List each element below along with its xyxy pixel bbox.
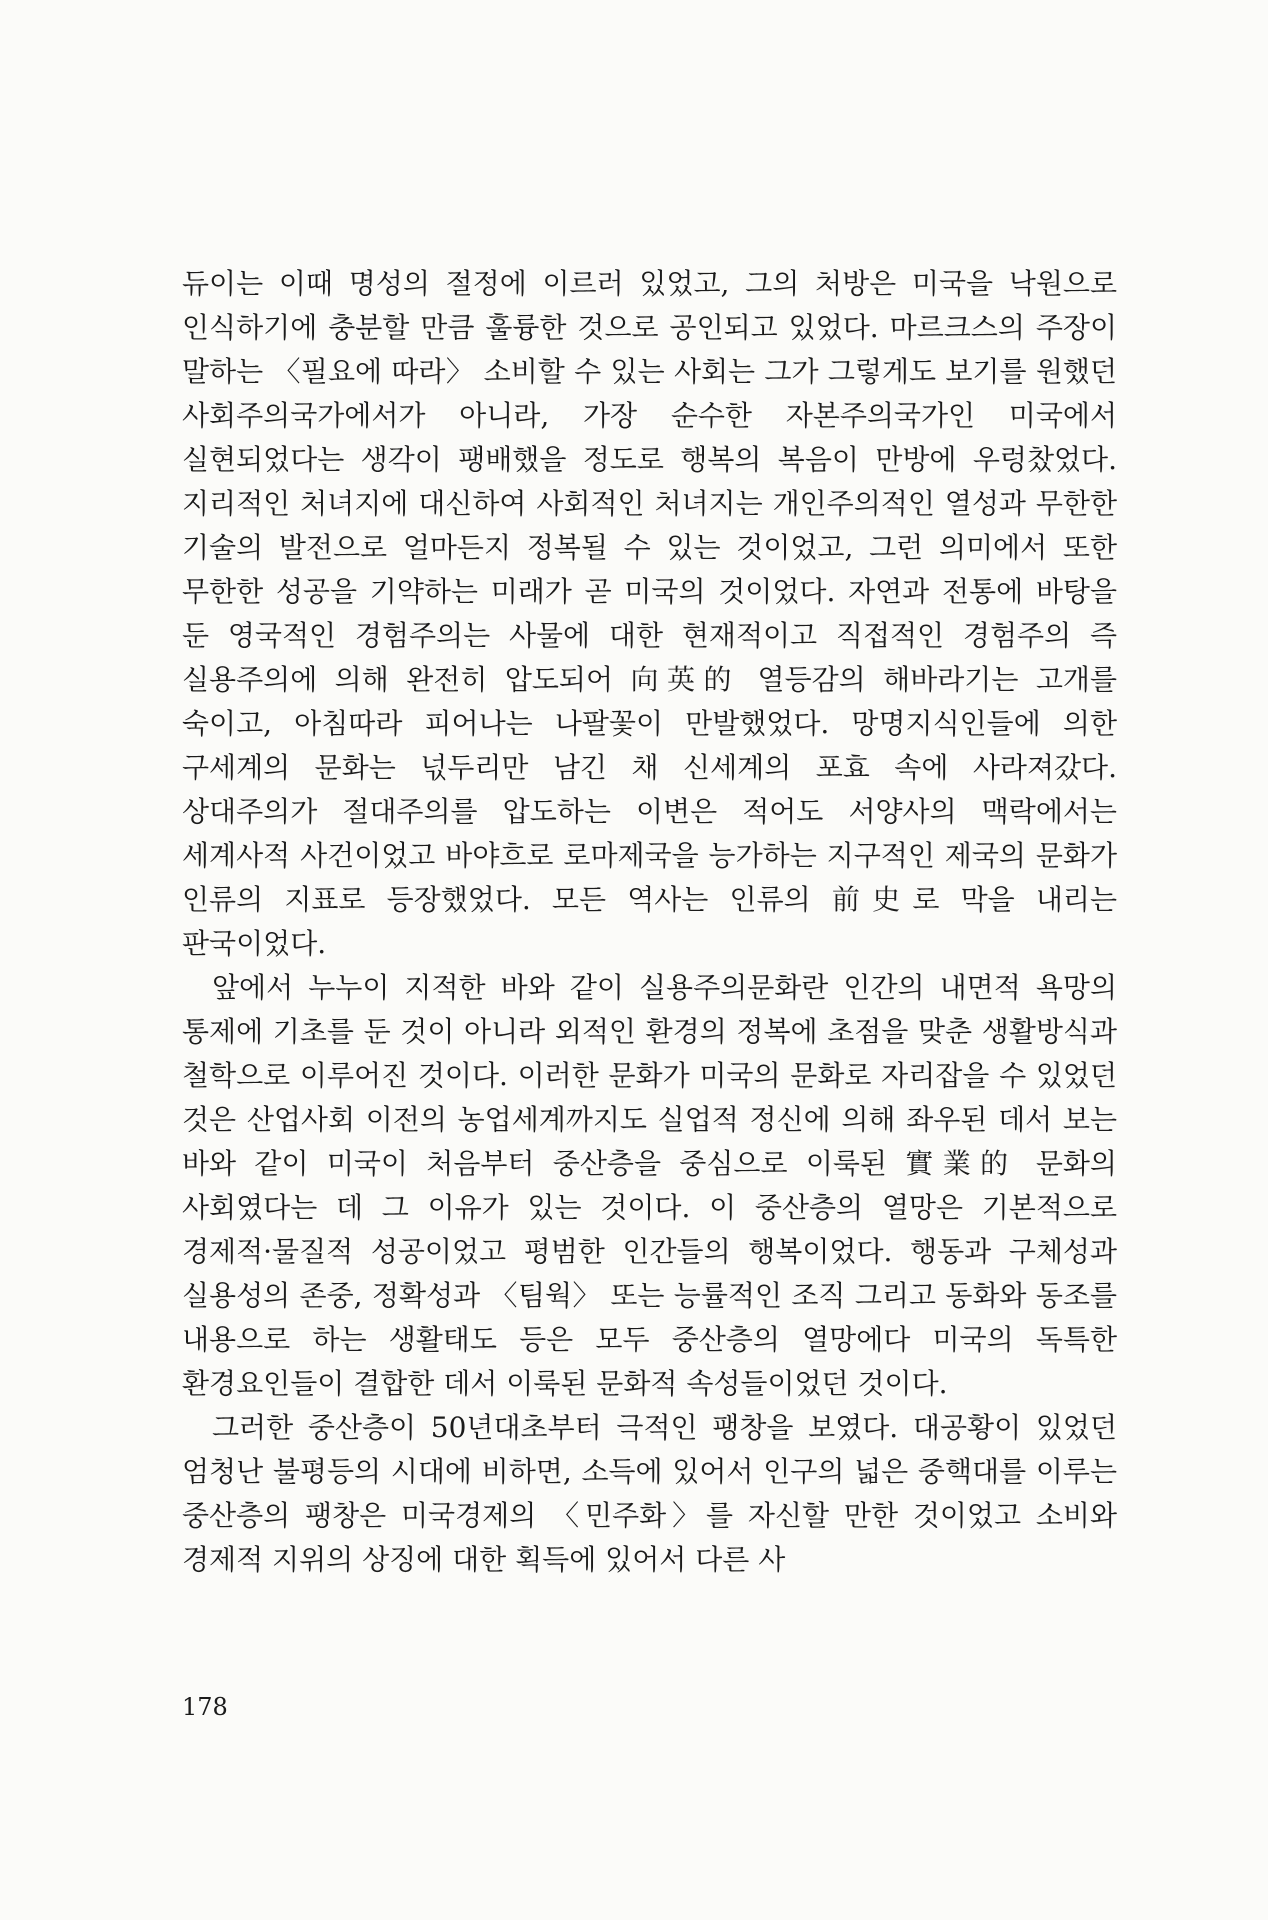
paragraph-3: 그러한 중산층이 50년대초부터 극적인 팽창을 보였다. 대공황이 있었던 엄청난 불평등의 시대에 비하면, 소득에 있어서 인구의 넓은 중핵대를 이루는 중산층의 팽창은 미국경제의 〈민주화〉를 자신할 만한 것이었고 소비와 경제적 지위의 상징에 대한 획득에 있어서 다른 사 <box>182 1411 1117 1576</box>
page-number: 178 <box>182 1693 228 1721</box>
paragraph-2: 앞에서 누누이 지적한 바와 같이 실용주의문화란 인간의 내면적 욕망의 통제에 기초를 둔 것이 아니라 외적인 환경의 정복에 초점을 맞춘 생활방식과 철학으로 이루어진 것이다. 이러한 문화가 미국의 문화로 자리잡을 수 있었던 것은 산업사회 이전의 농업세계까지도 실업적 정신에 의해 좌우된 데서 보는 바와 같이 미국이 처음부터 중산층을 중심으로 이룩된 實業的 문화의 사회였다는 데 그 이유가 있는 것이다. 이 중산층의 열망은 기본적으로 경제적·물질적 성공이었고 평범한 인간들의 행복이었다. 행동과 구체성과 실용성의 존중, 정확성과 〈팀웍〉 또는 능률적인 조직 그리고 동화와 동조를 내용으로 하는 생활태도 등은 모두 중산층의 열망에다 미국의 독특한 환경요인들이 결합한 데서 이룩된 문화적 속성들이었던 것이다. <box>182 971 1117 1400</box>
body-text <box>182 262 1117 1582</box>
paragraph-1: 듀이는 이때 명성의 절정에 이르러 있었고, 그의 처방은 미국을 낙원으로 인식하기에 충분할 만큼 훌륭한 것으로 공인되고 있었다. 마르크스의 주장이 말하는 〈필요에 따라〉 소비할 수 있는 사회는 그가 그렇게도 보기를 원했던 사회주의국가에서가 아니라, 가장 순수한 자본주의국가인 미국에서 실현되었다는 생각이 팽배했을 정도로 행복의 복음이 만방에 우렁찼었다. 지리적인 처녀지에 대신하여 사회적인 처녀지는 개인주의적인 열성과 무한한 기술의 발전으로 얼마든지 정복될 수 있는 것이었고, 그런 의미에서 또한 무한한 성공을 기약하는 미래가 곧 미국의 것이었다. 자연과 전통에 바탕을 둔 영국적인 경험주의는 사물에 대한 현재적이고 직접적인 경험주의 즉 실용주의에 의해 완전히 압도되어 向英的 열등감의 해바라기는 고개를 숙이고, 아침따라 피어나는 나팔꽃이 만발했었다. 망명지식인들에 의한 구세계의 문화는 넋두리만 남긴 채 신세계의 포효 속에 사라져갔다. 상대주의가 절대주의를 압도하는 이변은 적어도 서양사의 맥락에서는 세계사적 사건이었고 바야흐로 로마제국을 능가하는 지구적인 제국의 문화가 인류의 지표로 등장했었다. 모든 역사는 인류의 前史로 막을 내리는 판국이었다. <box>182 267 1117 960</box>
